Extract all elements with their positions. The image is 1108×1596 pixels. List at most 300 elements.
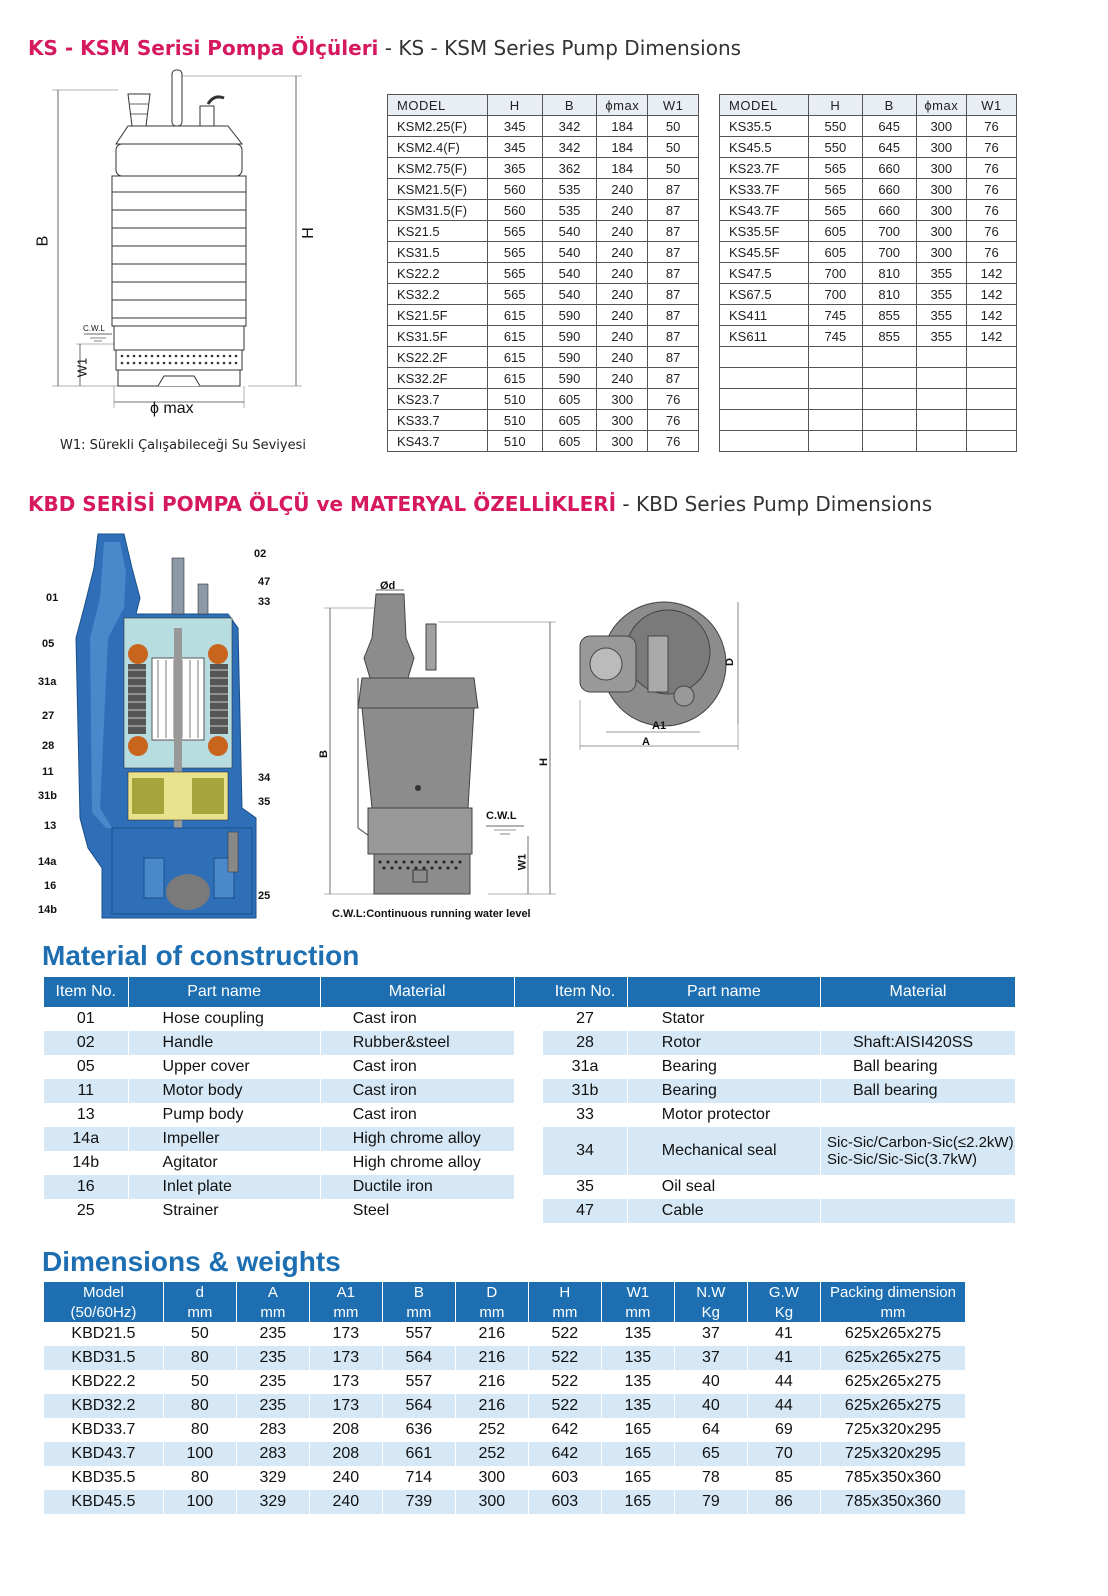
material-part-name: Impeller xyxy=(128,1127,320,1151)
sub-d: mm xyxy=(163,1302,236,1322)
ks-cell-value: 184 xyxy=(597,137,648,158)
material-gap xyxy=(514,1055,543,1079)
hdr-dd: D xyxy=(455,1282,528,1302)
material-gap xyxy=(514,1175,543,1199)
ks-cell-value: 355 xyxy=(916,326,966,347)
ks-cell-value: 50 xyxy=(648,116,699,137)
ks-cell-value: 540 xyxy=(542,284,597,305)
dimensions-cell-value: 216 xyxy=(455,1370,528,1394)
dimensions-cell-value: 785x350x360 xyxy=(820,1466,965,1490)
dimensions-cell-value: 557 xyxy=(382,1322,455,1346)
dimensions-cell-value: 44 xyxy=(747,1394,820,1418)
ks-cell-value xyxy=(967,347,1017,368)
ks-cell-value: 142 xyxy=(967,263,1017,284)
ks-cell-value: 300 xyxy=(916,221,966,242)
dimensions-row xyxy=(44,1346,966,1370)
ks-cell-value: 87 xyxy=(648,326,699,347)
header-gap xyxy=(514,977,543,1007)
ks-row xyxy=(388,221,699,242)
ks-row xyxy=(720,431,1017,452)
material-item-no: 35 xyxy=(543,1175,627,1199)
side-d-label: Ød xyxy=(380,580,396,592)
ks-row xyxy=(388,326,699,347)
material-item-no: 05 xyxy=(44,1055,128,1079)
ks-cell-value: 565 xyxy=(487,221,542,242)
dimensions-cell-value: 165 xyxy=(601,1418,674,1442)
material-part-name: Rotor xyxy=(627,1031,820,1055)
dimensions-cell-value: 135 xyxy=(601,1322,674,1346)
dimensions-cell-value: 79 xyxy=(674,1490,747,1514)
ks-row xyxy=(388,431,699,452)
ks-cell-model: KS47.5 xyxy=(720,263,809,284)
dimensions-row xyxy=(44,1322,966,1346)
dimensions-cell-value: 300 xyxy=(455,1490,528,1514)
dimensions-row xyxy=(44,1466,966,1490)
material-gap xyxy=(514,1007,543,1031)
dimensions-cell-value: 135 xyxy=(601,1346,674,1370)
ks-row xyxy=(388,158,699,179)
ks-cell-model xyxy=(720,368,809,389)
material-material: High chrome alloy xyxy=(320,1127,514,1151)
dimensions-cell-model: KBD35.5 xyxy=(44,1466,163,1490)
ks-cell-value xyxy=(967,368,1017,389)
dimensions-cell-value: 173 xyxy=(309,1394,382,1418)
ks-cell-value: 855 xyxy=(862,305,916,326)
dimensions-cell-value: 216 xyxy=(455,1322,528,1346)
material-row xyxy=(44,1007,1016,1031)
ks-table-left xyxy=(387,94,699,452)
col-h: H xyxy=(808,95,862,116)
dimensions-cell-value: 329 xyxy=(236,1490,309,1514)
material-item-no: 02 xyxy=(44,1031,128,1055)
dimensions-cell-value: 216 xyxy=(455,1394,528,1418)
material-item-no: 01 xyxy=(44,1007,128,1031)
ks-cell-value xyxy=(916,410,966,431)
ks-cell-value: 615 xyxy=(487,347,542,368)
dimensions-cell-model: KBD45.5 xyxy=(44,1490,163,1514)
ks-cell-value: 76 xyxy=(648,389,699,410)
ks-cell-value: 342 xyxy=(542,137,597,158)
material-part-name: Strainer xyxy=(128,1199,320,1223)
ks-cell-value: 540 xyxy=(542,242,597,263)
ks-cell-value: 565 xyxy=(808,179,862,200)
material-seal-line-1: Sic-Sic/Carbon-Sic(≤2.2kW) xyxy=(826,1134,1014,1151)
dimensions-cell-value: 522 xyxy=(528,1346,601,1370)
dimensions-cell-value: 37 xyxy=(674,1346,747,1370)
ks-cell-value: 855 xyxy=(862,326,916,347)
top-a1-label: A1 xyxy=(652,720,667,732)
ks-cell-value xyxy=(967,389,1017,410)
ks-cell-value xyxy=(916,347,966,368)
dimensions-cell-value: 557 xyxy=(382,1370,455,1394)
material-material: High chrome alloy xyxy=(320,1151,514,1175)
ks-cell-value: 87 xyxy=(648,179,699,200)
ks-cell-value: 535 xyxy=(542,200,597,221)
ks-row xyxy=(720,347,1017,368)
dimensions-cell-value: 625x265x275 xyxy=(820,1370,965,1394)
material-material: Steel xyxy=(320,1199,514,1223)
ks-row xyxy=(720,116,1017,137)
dimensions-cell-value: 636 xyxy=(382,1418,455,1442)
ks-cell-value: 565 xyxy=(808,158,862,179)
dimensions-cell-value: 625x265x275 xyxy=(820,1346,965,1370)
ks-cell-value: 50 xyxy=(648,137,699,158)
dimensions-cell-value: 44 xyxy=(747,1370,820,1394)
ks-cell-value: 184 xyxy=(597,158,648,179)
ks-cell-value: 745 xyxy=(808,305,862,326)
dimensions-cell-value: 173 xyxy=(309,1346,382,1370)
material-part-name: Upper cover xyxy=(128,1055,320,1079)
dimensions-cell-value: 235 xyxy=(236,1370,309,1394)
material-part-name: Bearing xyxy=(627,1079,820,1103)
ks-row xyxy=(388,368,699,389)
ks-cell-value: 540 xyxy=(542,221,597,242)
ks-cell-value: 645 xyxy=(862,137,916,158)
material-part-name: Mechanical seal xyxy=(627,1127,820,1175)
dimensions-cell-value: 80 xyxy=(163,1466,236,1490)
ks-cell-model: KSM2.25(F) xyxy=(388,116,488,137)
dimensions-cell-value: 235 xyxy=(236,1394,309,1418)
ks-cell-value: 605 xyxy=(808,221,862,242)
ks-cell-value xyxy=(808,368,862,389)
ks-cell-value: 76 xyxy=(967,116,1017,137)
dimensions-cell-value: 50 xyxy=(163,1322,236,1346)
sub-dd: mm xyxy=(455,1302,528,1322)
dimensions-cell-value: 522 xyxy=(528,1370,601,1394)
material-item-no: 25 xyxy=(44,1199,128,1223)
material-row xyxy=(44,1103,1016,1127)
ks-cell-value: 300 xyxy=(597,431,648,452)
ks-row xyxy=(720,158,1017,179)
ks-cell-value: 345 xyxy=(487,116,542,137)
dimensions-cell-value: 785x350x360 xyxy=(820,1490,965,1514)
ks-cell-value: 510 xyxy=(487,431,542,452)
ks-cell-value: 342 xyxy=(542,116,597,137)
ks-row xyxy=(388,410,699,431)
dimensions-cell-value: 240 xyxy=(309,1490,382,1514)
ks-cell-model: KS611 xyxy=(720,326,809,347)
ks-cell-model: KS32.2F xyxy=(388,368,488,389)
ks-cell-value: 142 xyxy=(967,305,1017,326)
hdr-packing: Packing dimension xyxy=(820,1282,965,1302)
label-27: 27 xyxy=(42,710,55,722)
ks-cell-value: 565 xyxy=(808,200,862,221)
material-part-name: Cable xyxy=(627,1199,820,1223)
ks-cell-value: 810 xyxy=(862,284,916,305)
header-material-2: Material xyxy=(820,977,1015,1007)
dimensions-cell-value: 714 xyxy=(382,1466,455,1490)
ks-row xyxy=(388,347,699,368)
ks-cell-model xyxy=(720,389,809,410)
dimensions-cell-value: 564 xyxy=(382,1394,455,1418)
material-material: Cast iron xyxy=(320,1103,514,1127)
material-part-name: Motor body xyxy=(128,1079,320,1103)
ks-cell-value: 142 xyxy=(967,326,1017,347)
dimensions-cell-value: 252 xyxy=(455,1442,528,1466)
ks-cell-value xyxy=(916,389,966,410)
material-part-name: Motor protector xyxy=(627,1103,820,1127)
ks-row xyxy=(720,389,1017,410)
label-31b: 31b xyxy=(38,790,57,802)
sub-a: mm xyxy=(236,1302,309,1322)
ks-cell-model: KS33.7 xyxy=(388,410,488,431)
ks-cell-model: KS45.5F xyxy=(720,242,809,263)
dimensions-cell-value: 40 xyxy=(674,1370,747,1394)
ks-row xyxy=(388,305,699,326)
header-part-name-2: Part name xyxy=(627,977,820,1007)
col-w1: W1 xyxy=(967,95,1017,116)
material-item-no: 13 xyxy=(44,1103,128,1127)
sub-h: mm xyxy=(528,1302,601,1322)
ks-pump-drawing xyxy=(28,64,348,444)
material-gap xyxy=(514,1199,543,1223)
material-material: Ball bearing xyxy=(820,1079,1015,1103)
dimensions-header-sub xyxy=(44,1302,966,1322)
header-item-no: Item No. xyxy=(44,977,128,1007)
dimensions-cell-value: 85 xyxy=(747,1466,820,1490)
material-row xyxy=(44,1055,1016,1079)
dimensions-cell-value: 235 xyxy=(236,1322,309,1346)
ks-cell-value xyxy=(862,431,916,452)
dimensions-cell-value: 522 xyxy=(528,1322,601,1346)
sub-a1: mm xyxy=(309,1302,382,1322)
ks-cell-value: 590 xyxy=(542,347,597,368)
label-34: 34 xyxy=(258,772,271,784)
hdr-d: d xyxy=(163,1282,236,1302)
ks-cell-value: 810 xyxy=(862,263,916,284)
material-item-no: 31b xyxy=(543,1079,627,1103)
ks-cell-value: 76 xyxy=(967,200,1017,221)
dimensions-table xyxy=(44,1282,966,1514)
material-material xyxy=(820,1007,1015,1031)
ks-cell-value: 76 xyxy=(967,242,1017,263)
ks-cell-value: 300 xyxy=(916,116,966,137)
ks-cell-model: KS23.7 xyxy=(388,389,488,410)
dimensions-cell-value: 135 xyxy=(601,1394,674,1418)
ks-cell-value xyxy=(862,347,916,368)
ks-cell-value xyxy=(967,410,1017,431)
dimensions-cell-value: 64 xyxy=(674,1418,747,1442)
material-material: Cast iron xyxy=(320,1079,514,1103)
ks-row xyxy=(720,179,1017,200)
dimensions-cell-model: KBD32.2 xyxy=(44,1394,163,1418)
ks-row xyxy=(720,410,1017,431)
ks-cell-value: 645 xyxy=(862,116,916,137)
ks-cell-value: 240 xyxy=(597,200,648,221)
ks-cell-value: 240 xyxy=(597,368,648,389)
label-14b: 14b xyxy=(38,904,57,916)
material-part-name: Agitator xyxy=(128,1151,320,1175)
dimensions-cell-value: 50 xyxy=(163,1370,236,1394)
ks-row xyxy=(720,242,1017,263)
material-item-no: 33 xyxy=(543,1103,627,1127)
dimensions-cell-value: 642 xyxy=(528,1442,601,1466)
material-gap xyxy=(514,1031,543,1055)
top-a-label: A xyxy=(642,736,650,748)
ks-cwl-label: C.W.L xyxy=(83,324,105,333)
ks-cell-value: 240 xyxy=(597,221,648,242)
ks-cell-value xyxy=(967,431,1017,452)
ks-cell-value xyxy=(862,368,916,389)
ks-cell-value xyxy=(808,431,862,452)
ks-cell-value: 660 xyxy=(862,158,916,179)
label-31a: 31a xyxy=(38,676,57,688)
material-part-name: Inlet plate xyxy=(128,1175,320,1199)
ks-cell-value: 590 xyxy=(542,326,597,347)
ks-table-right xyxy=(719,94,1017,452)
dimensions-row xyxy=(44,1394,966,1418)
col-model: MODEL xyxy=(720,95,809,116)
ks-cell-model xyxy=(720,347,809,368)
ks-cell-value: 540 xyxy=(542,263,597,284)
dimensions-cell-value: 100 xyxy=(163,1490,236,1514)
ks-row xyxy=(388,137,699,158)
ks-cell-value: 76 xyxy=(967,137,1017,158)
col-b: B xyxy=(542,95,597,116)
sub-b: mm xyxy=(382,1302,455,1322)
ks-cell-value: 560 xyxy=(487,200,542,221)
side-cwl-label: C.W.L xyxy=(486,810,517,822)
ks-cell-value: 550 xyxy=(808,116,862,137)
col-phimax: ϕmax xyxy=(916,95,966,116)
ks-cell-value: 700 xyxy=(808,263,862,284)
dimensions-cell-value: 252 xyxy=(455,1418,528,1442)
ks-cell-value: 565 xyxy=(487,284,542,305)
ks-section-title: KS - KSM Serisi Pompa Ölçüleri - KS - KSM Series Pump Dimensions xyxy=(28,36,742,60)
ks-cell-model: KS32.2 xyxy=(388,284,488,305)
dimensions-title: Dimensions & weights xyxy=(42,1246,341,1277)
material-part-name: Bearing xyxy=(627,1055,820,1079)
ks-cell-value: 560 xyxy=(487,179,542,200)
dimensions-cell-value: 208 xyxy=(309,1442,382,1466)
sub-nw: Kg xyxy=(674,1302,747,1322)
ks-cell-model: KSM2.4(F) xyxy=(388,137,488,158)
ks-cell-model: KS31.5F xyxy=(388,326,488,347)
ks-cell-model: KS31.5 xyxy=(388,242,488,263)
dimensions-cell-value: 522 xyxy=(528,1394,601,1418)
hdr-nw: N.W xyxy=(674,1282,747,1302)
dimensions-cell-value: 80 xyxy=(163,1346,236,1370)
ks-cell-value: 605 xyxy=(542,389,597,410)
ks-cell-value xyxy=(862,410,916,431)
dimensions-row xyxy=(44,1442,966,1466)
material-title: Material of construction xyxy=(42,940,360,971)
ks-cell-model: KS35.5F xyxy=(720,221,809,242)
ks-row xyxy=(720,137,1017,158)
dimensions-row xyxy=(44,1418,966,1442)
ks-cell-value: 535 xyxy=(542,179,597,200)
ks-phi-label: ϕ max xyxy=(150,400,194,417)
ks-row xyxy=(720,284,1017,305)
hdr-h: H xyxy=(528,1282,601,1302)
dimensions-cell-value: 80 xyxy=(163,1394,236,1418)
material-item-no: 34 xyxy=(543,1127,627,1175)
ks-cell-value: 87 xyxy=(648,263,699,284)
ks-cell-model xyxy=(720,431,809,452)
dimensions-cell-value: 80 xyxy=(163,1418,236,1442)
material-gap xyxy=(514,1103,543,1127)
ks-cell-value: 605 xyxy=(542,431,597,452)
ks-cell-value: 605 xyxy=(542,410,597,431)
dimensions-cell-model: KBD43.7 xyxy=(44,1442,163,1466)
dimensions-cell-value: 70 xyxy=(747,1442,820,1466)
ks-cell-value: 365 xyxy=(487,158,542,179)
material-row xyxy=(44,1175,1016,1199)
ks-cell-value: 50 xyxy=(648,158,699,179)
ks-cell-model: KS22.2F xyxy=(388,347,488,368)
label-01: 01 xyxy=(46,592,59,604)
material-material xyxy=(820,1127,1015,1175)
ks-cell-value xyxy=(808,410,862,431)
sub-packing: mm xyxy=(820,1302,965,1322)
label-14a: 14a xyxy=(38,856,57,868)
ks-cell-model: KS411 xyxy=(720,305,809,326)
dimensions-cell-value: 625x265x275 xyxy=(820,1322,965,1346)
ks-cell-value: 240 xyxy=(597,284,648,305)
side-h-label: H xyxy=(537,758,550,766)
dimensions-cell-value: 78 xyxy=(674,1466,747,1490)
hdr-b: B xyxy=(382,1282,455,1302)
ks-cell-model: KS67.5 xyxy=(720,284,809,305)
ks-row xyxy=(720,368,1017,389)
ks-row xyxy=(720,200,1017,221)
ks-cell-value: 87 xyxy=(648,200,699,221)
kbd-side-view xyxy=(318,578,568,923)
ks-cell-value: 300 xyxy=(597,389,648,410)
dimensions-cell-value: 625x265x275 xyxy=(820,1394,965,1418)
material-material xyxy=(820,1103,1015,1127)
dimensions-cell-value: 725x320x295 xyxy=(820,1442,965,1466)
dimensions-header-top xyxy=(44,1282,966,1302)
dimensions-cell-value: 283 xyxy=(236,1442,309,1466)
material-material xyxy=(820,1199,1015,1223)
col-model: MODEL xyxy=(388,95,488,116)
material-table xyxy=(44,977,1016,1223)
dimensions-cell-value: 603 xyxy=(528,1466,601,1490)
ks-cell-value: 240 xyxy=(597,347,648,368)
header-item-no-2: Item No. xyxy=(543,977,627,1007)
cwl-note: C.W.L:Continuous running water level xyxy=(332,908,531,920)
kbd-section-title: KBD SERİSİ POMPA ÖLÇÜ ve MATERYAL ÖZELLİKLERİ - KBD Series Pump Dimensions xyxy=(28,492,933,516)
label-47: 47 xyxy=(258,576,271,588)
dimensions-cell-value: 65 xyxy=(674,1442,747,1466)
material-gap xyxy=(514,1127,543,1151)
ks-cell-model: KS33.7F xyxy=(720,179,809,200)
material-material: Cast iron xyxy=(320,1007,514,1031)
material-item-no: 14b xyxy=(44,1151,128,1175)
ks-cell-value: 76 xyxy=(648,431,699,452)
ks-cell-value: 300 xyxy=(916,200,966,221)
label-16: 16 xyxy=(44,880,57,892)
col-phimax: ϕmax xyxy=(597,95,648,116)
col-h: H xyxy=(487,95,542,116)
header-part-name: Part name xyxy=(128,977,320,1007)
ks-cell-value: 87 xyxy=(648,368,699,389)
ks-row xyxy=(388,242,699,263)
material-part-name: Oil seal xyxy=(627,1175,820,1199)
material-item-no: 14a xyxy=(44,1127,128,1151)
dimensions-cell-model: KBD31.5 xyxy=(44,1346,163,1370)
ks-cell-model: KS22.2 xyxy=(388,263,488,284)
ks-h-label: H xyxy=(299,227,317,239)
dimensions-cell-value: 564 xyxy=(382,1346,455,1370)
dimensions-cell-value: 41 xyxy=(747,1346,820,1370)
material-material: Shaft:AISI420SS xyxy=(820,1031,1015,1055)
dimensions-cell-model: KBD22.2 xyxy=(44,1370,163,1394)
ks-cell-value xyxy=(808,347,862,368)
material-material xyxy=(820,1175,1015,1199)
label-35: 35 xyxy=(258,796,271,808)
